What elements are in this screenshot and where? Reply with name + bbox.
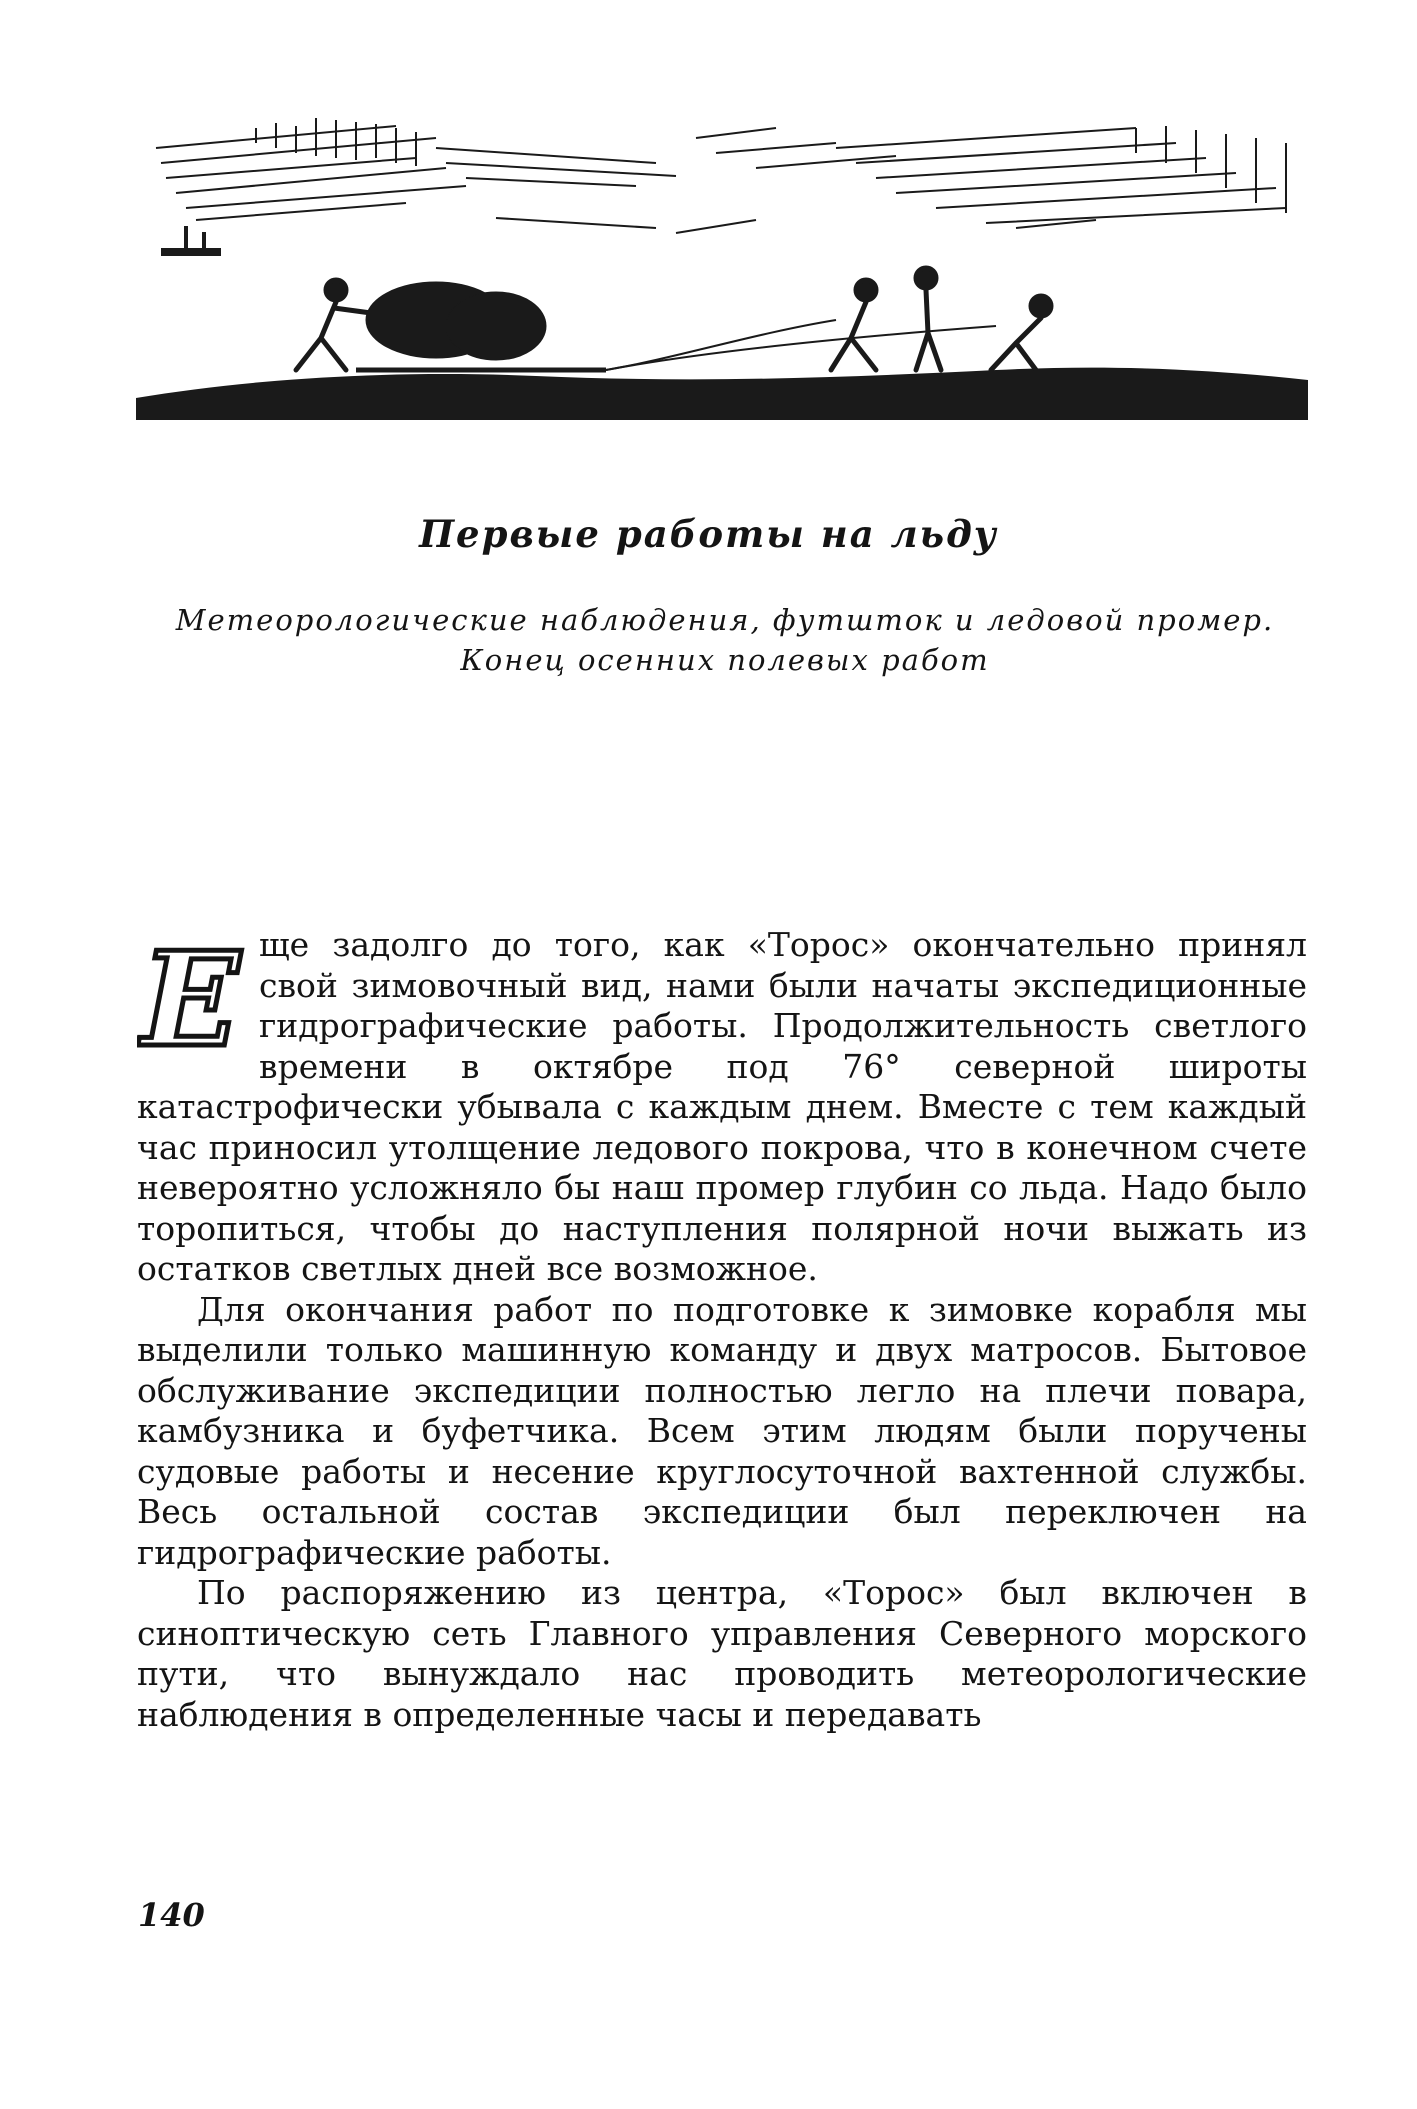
subtitle-line: Метеорологические наблюдения, футшток и ледовой промер.: [175, 603, 1275, 637]
page-number: 140: [138, 1896, 205, 1934]
body-text: [137, 925, 1307, 1735]
subtitle-line: Конец осенних полевых работ: [460, 643, 990, 677]
paragraph: Для окончания работ по подготовке к зимовке корабля мы выделили только машинную команду и двух матросов. Бытовое обслуживание экспедиции полностью легло на плечи повара, камбузника и буфетчика. Всем этим людям были поручены судовые работы и несение круглосуточной вахтенной службы. Весь остальной состав экспедиции был переключен на гидрографические работы.: [137, 1289, 1307, 1572]
chapter-title: Первые работы на льду: [419, 512, 998, 556]
ship-silhouette: [161, 226, 221, 256]
ice-ground: [136, 368, 1308, 420]
paragraph: По распоряжению из центра, «Торос» был включен в синоптическую сеть Главного управления Северного морского пути, что вынуждало нас проводить метеорологические наблюдения в определенные часы и передавать: [137, 1573, 1307, 1734]
sledge-with-cargo: [356, 282, 996, 370]
drop-cap-letter: Е: [141, 939, 241, 1057]
paragraph: ще задолго до того, как «Торос» окончательно принял свой зимовочный вид, нами были начаты экспедиционные гидрографические работы. Продолжительность светлого времени в октябре под 76° северной широты катастрофически убывала с каждым днем. Вместе с тем каждый час приносил утолщение ледового покрова, что в конечном счете невероятно усложняло бы наш промер глубин со льда. Надо было торопиться, чтобы до наступления полярной ночи выжать из остатков светлых дней все возможное.: [137, 925, 1307, 1288]
header-illustration: [136, 108, 1308, 420]
drop-cap: [137, 939, 255, 1057]
chapter-subtitle: [150, 600, 1300, 680]
sky-hatching: [156, 118, 1286, 233]
